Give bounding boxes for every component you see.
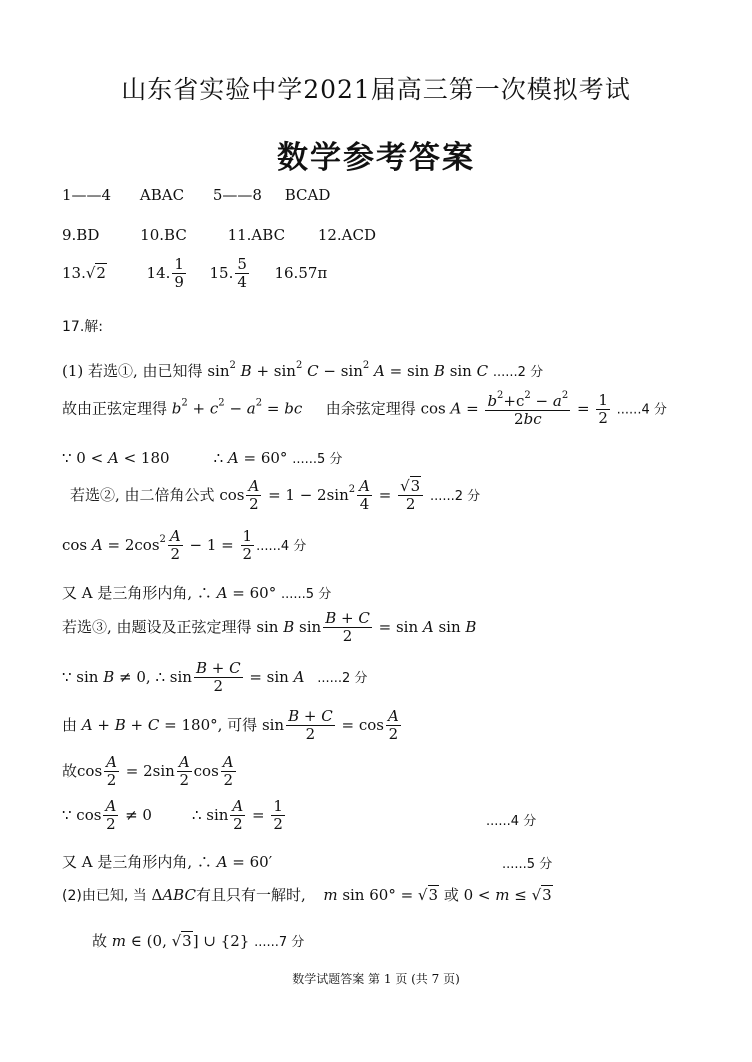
q17-choice3-line4: 故cos $\frac{A}{2}$ = 2sin $\frac{A}{2}$ cos $\frac{A}{2}$ (62, 753, 234, 790)
q17-choice3-line2: ∵ sin B ≠ 0, ∴ sin $\frac{B + C}{2}$ = sin A ......2 分 (62, 659, 368, 696)
score-2: ......2 分 (492, 365, 544, 380)
answer-11: 11.ABC (227, 226, 286, 244)
answer-15-label: 15. (209, 263, 234, 282)
page-title: 数学参考答案 (277, 140, 475, 176)
q17-choice1-line1: (1) 若选①, 由已知得 $\sin^2 B + \sin^2 C - \sin^2 A = \sin B$ sin C ......2 分 (62, 360, 544, 380)
can-get-text: , 可得 (217, 715, 258, 734)
mc-5-8-label: 5——8 (212, 186, 262, 204)
part2-intro: (2)由已知, 当 (62, 888, 147, 904)
answer-12: 12.ACD (317, 226, 377, 244)
by-sum-text: 由 (62, 715, 78, 734)
score-5: ......5 分 (281, 587, 332, 602)
score-4: ......4 分 (486, 814, 537, 829)
score-7: ......7 分 (254, 935, 305, 950)
page-footer: 数学试题答案 第 1 页 (共 7 页) (292, 972, 460, 986)
part2-or: 或 (443, 886, 459, 904)
answer-14-label: 14. (146, 263, 171, 282)
choice1-intro: (1) 若选①, 由已知得 (62, 362, 203, 380)
answer-13-value: 2 (96, 263, 106, 282)
answer-15-denominator: 4 (237, 273, 247, 292)
q17-choice3-line1: 若选③, 由题设及正弦定理得 sin B sin $\frac{B + C}{2}$ = sin A sin B (62, 609, 477, 646)
fill-in-answers-row: 13.√2 14. $\frac{1}{9}$ 15. $\frac{5}{4}$ 16.57π (62, 255, 328, 292)
cosine-rule-text: 由余弦定理得 (325, 399, 416, 418)
q17-choice2-line1: 若选②, 由二倍角公式 cos $\frac{A}{2}$ = $1 - 2\sin^2$ $\frac{A}{4}$ = $\frac{√3}{2}$ ......2 分 (70, 477, 481, 514)
score-4: ......4 分 (616, 402, 667, 418)
q17-choice1-line3: ∵ 0 < A < 180 ∴ A = 60° ......5 分 (62, 449, 343, 467)
score-4: ......4 分 (256, 538, 307, 554)
answer-15-numerator: 5 (237, 255, 247, 273)
therefore-text: 故 (62, 761, 78, 780)
score-5: ......5 分 (502, 857, 553, 872)
q17-choice2-line3: 又 A 是三角形内角, ∴ A = 60° ......5 分 (62, 584, 332, 602)
score-2: ......2 分 (429, 488, 481, 504)
q17-choice3-line3: 由 A + B + C = 180°, 可得 sin $\frac{B + C}{2}$ = cos $\frac{A}{2}$ (62, 707, 399, 744)
part2-result: 故 (92, 932, 108, 950)
answer-16: 16.57π (274, 263, 328, 282)
mc-1-4-label: 1——4 (62, 186, 112, 204)
part2-mid: 有且只有一解时, (195, 886, 306, 904)
school-exam-title: 山东省实验中学2021届高三第一次模拟考试 (121, 75, 631, 104)
multi-answers-row (62, 226, 376, 244)
angle-statement: 又 A 是三角形内角, ∴ (62, 853, 212, 871)
q17-part2-line2: 故 m ∈ (0, √3] ∪ {2} ......7 分 (92, 932, 305, 950)
q17-choice3-line5: ∵ cos $\frac{A}{2}$ ≠ 0 ∴ sin $\frac{A}{2}$ = $\frac{1}{2}$ (62, 797, 283, 834)
q17-choice3-line6: 又 A 是三角形内角, ∴ A = 60′ (62, 853, 273, 871)
choice2-intro: 若选②, 由二倍角公式 (70, 485, 215, 504)
answer-14-numerator: 1 (174, 255, 184, 273)
answer-13-label: 13. (62, 263, 86, 282)
choice3-intro: 若选③, 由题设及正弦定理得 (62, 617, 252, 636)
mc-1-4-answers: ABAC (139, 186, 185, 204)
q17-heading: 17.解: (62, 319, 103, 335)
answer-14-denominator: 9 (174, 273, 184, 292)
q17-part2-line1: (2)由已知, 当 ΔABC有且只有一解时, m sin 60° = √3 或 0 < m ≤ √3 (62, 886, 552, 904)
score-5: ......5 分 (292, 452, 343, 467)
score-2: ......2 分 (317, 670, 368, 686)
sine-rule-text: 故由正弦定理得 (62, 399, 168, 418)
answer-10: 10.BC (140, 226, 187, 244)
mc-5-8-answers: BCAD (284, 186, 331, 204)
angle-statement: 又 A 是三角形内角, ∴ (62, 584, 212, 602)
q17-choice2-line2: $\cos A = 2\cos^2$ $\frac{A}{2}$ − 1 = $\frac{1}{2}$ ......4 分 (62, 527, 307, 564)
answer-9: 9.BD (62, 226, 100, 244)
mc-answers-row-1 (62, 186, 330, 204)
q17-choice1-line2: 故由正弦定理得 $b^2 + c^2 - a^2$ = bc 由余弦定理得 cos A = $\frac{b^2+c^2 - a^2}{2bc}$ = $\frac{1}{2}$ ......4 分 (62, 390, 667, 429)
